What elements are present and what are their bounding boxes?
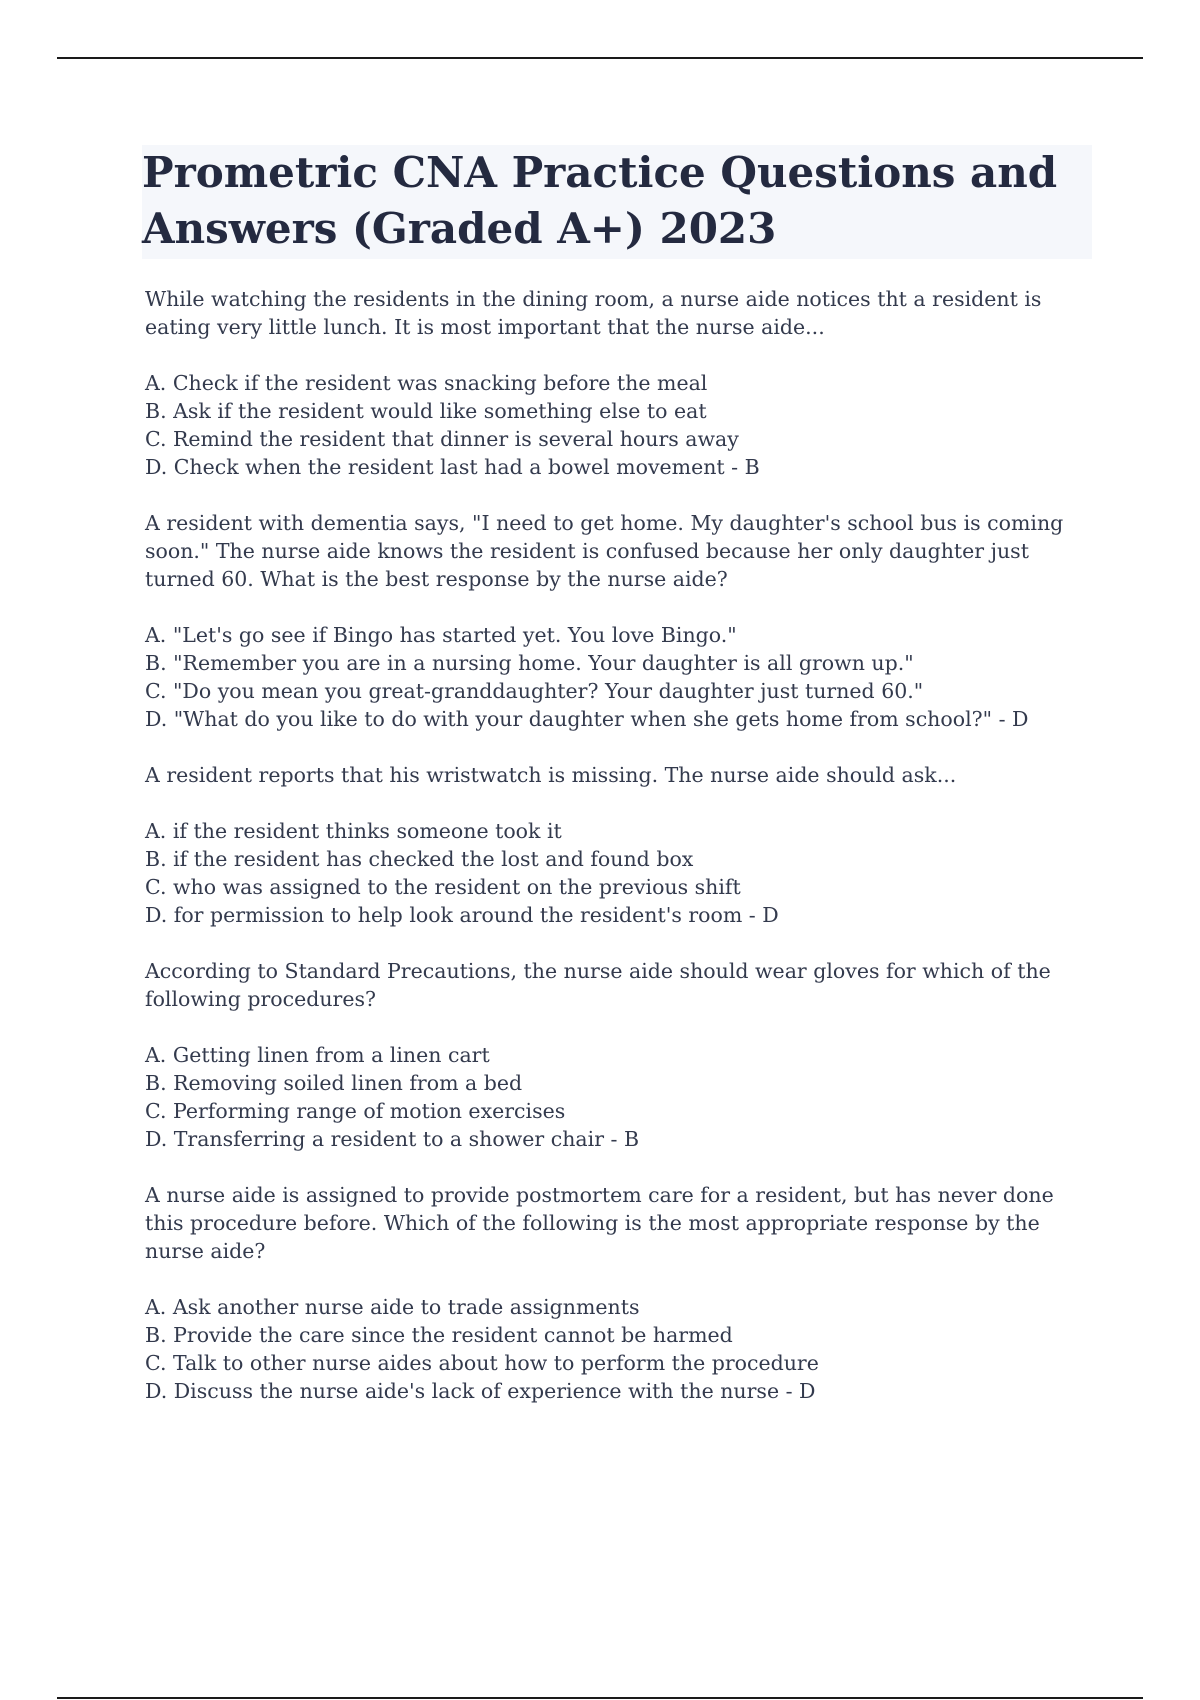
answer-option: D. "What do you like to do with your daughter when she gets home from school?" - D	[145, 707, 1029, 731]
question-stem: While watching the residents in the dining room, a nurse aide notices tht a resident is eating very little lunch. It is most important that the nurse aide...	[145, 287, 1042, 339]
answer-option: C. Talk to other nurse aides about how to perform the procedure	[145, 1351, 819, 1375]
question-4	[145, 957, 1095, 1153]
question-stem: A resident reports that his wristwatch is missing. The nurse aide should ask...	[145, 763, 957, 787]
answer-options	[145, 621, 1095, 733]
question-1	[145, 285, 1095, 481]
answer-options	[145, 817, 1095, 929]
question-3	[145, 761, 1095, 929]
answer-option: D. Discuss the nurse aide's lack of experience with the nurse - D	[145, 1379, 816, 1403]
answer-option: B. "Remember you are in a nursing home. Your daughter is all grown up."	[145, 651, 914, 675]
answer-options	[145, 369, 1095, 481]
answer-option: B. Ask if the resident would like something else to eat	[145, 399, 707, 423]
footer-rule	[57, 1697, 1143, 1699]
answer-option: B. if the resident has checked the lost and found box	[145, 847, 694, 871]
question-stem: A nurse aide is assigned to provide postmortem care for a resident, but has never done this procedure before. Which of the following is the most appropriate response by the nurse aide?	[145, 1183, 1054, 1263]
question-stem: According to Standard Precautions, the nurse aide should wear gloves for which of the following procedures?	[145, 959, 1051, 1011]
answer-option: B. Removing soiled linen from a bed	[145, 1071, 523, 1095]
answer-option: C. Remind the resident that dinner is several hours away	[145, 427, 739, 451]
header-rule	[57, 57, 1143, 59]
answer-option: D. Transferring a resident to a shower chair - B	[145, 1127, 640, 1151]
answer-options	[145, 1041, 1095, 1153]
answer-option: D. Check when the resident last had a bowel movement - B	[145, 455, 760, 479]
title-block	[142, 145, 1092, 259]
document-body	[142, 145, 1095, 1433]
answer-option: A. Check if the resident was snacking before the meal	[145, 371, 708, 395]
answer-options	[145, 1293, 1095, 1405]
answer-option: A. Ask another nurse aide to trade assignments	[145, 1295, 640, 1319]
answer-option: C. who was assigned to the resident on the previous shift	[145, 875, 741, 899]
answer-option: C. Performing range of motion exercises	[145, 1099, 566, 1123]
answer-option: A. Getting linen from a linen cart	[145, 1043, 490, 1067]
question-2	[145, 509, 1095, 733]
question-5	[145, 1181, 1095, 1405]
answer-option: A. if the resident thinks someone took it	[145, 819, 562, 843]
answer-option: B. Provide the care since the resident cannot be harmed	[145, 1323, 733, 1347]
document-title: Prometric CNA Practice Questions and Answers (Graded A+) 2023	[142, 148, 1058, 253]
answer-option: C. "Do you mean you great-granddaughter? Your daughter just turned 60."	[145, 679, 924, 703]
answer-option: A. "Let's go see if Bingo has started yet. You love Bingo."	[145, 623, 737, 647]
question-stem: A resident with dementia says, "I need to get home. My daughter's school bus is coming soon." The nurse aide knows the resident is confused because her only daughter just turned 60. What is the best response by the nurse aide?	[145, 511, 1064, 591]
answer-option: D. for permission to help look around the resident's room - D	[145, 903, 779, 927]
